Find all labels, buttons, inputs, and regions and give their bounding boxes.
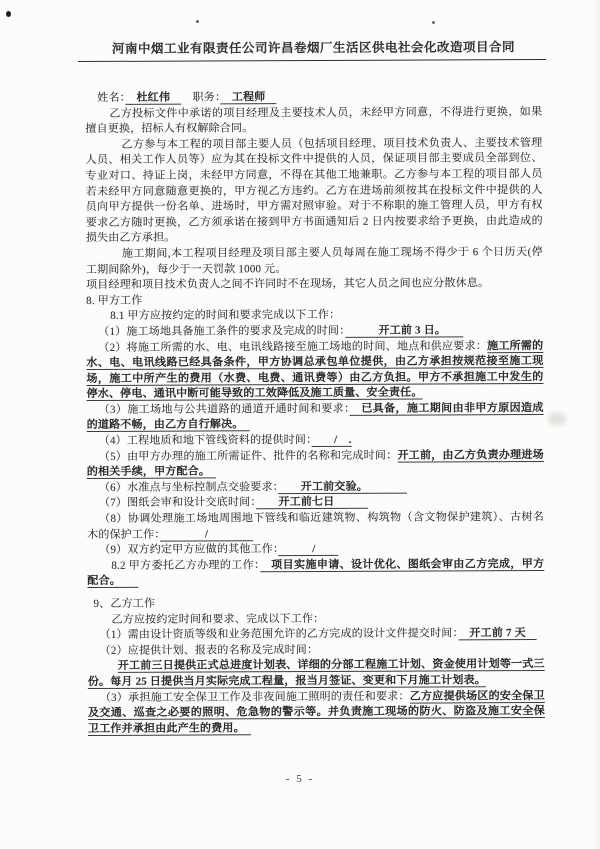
fill-in-value: / xyxy=(160,527,253,541)
text-run: （4）工程地质和地下管线资料的提供时间： xyxy=(98,434,312,448)
text-run: 职务： xyxy=(181,91,221,104)
clause-item xyxy=(86,339,543,403)
scan-speck xyxy=(6,11,11,17)
fill-in-value: / . xyxy=(311,433,352,447)
text-run: 乙方投标文件中承诺的项目经理及主要技术人员，未经甲方同意，不得进行更换，如果擅自更换，招标人有权解除合同。 xyxy=(85,105,543,136)
text-run: 8. 甲方工作 xyxy=(86,294,143,307)
clause-paragraph xyxy=(86,245,543,278)
clause-item xyxy=(87,448,544,481)
text-run: （1）施工场地具备施工条件的要求及完成的时间： xyxy=(98,324,345,338)
text-run: 项目经理和项目技术负责人之间不许同时不在现场，其它人员之间也应分散休息。 xyxy=(86,277,490,292)
fill-in-value: 杜红伟 xyxy=(125,91,182,104)
fill-in-value: 开工前三日提供正式总进度计划表、详细的分部工程施工计划、资金使用计划等一式三份。每月 25 日提供当月实际完成工程量，报当月签证、变更和下月施工计划表。 xyxy=(87,658,545,688)
text-run: 姓名： xyxy=(97,91,126,104)
text-run: （1）需由设计资质等级和业务范围允许的乙方完成的设计文件提交时间： xyxy=(99,627,459,642)
text-run: （9）双方约定甲方应做的其他工作： xyxy=(99,543,279,557)
text-run: （6）水准点与坐标控制点交验要求： xyxy=(98,481,279,494)
text-run: 8.1 甲方应按约定的时间和要求完成以下工作： xyxy=(110,309,341,323)
fill-in-value: 开工前 7 天 xyxy=(458,627,538,640)
fill-in-value: 工程师 xyxy=(220,91,277,104)
text-run: （2）应提供计划、报表的名称及完成时间： xyxy=(99,643,319,657)
scan-speck xyxy=(196,20,199,23)
header-rule xyxy=(78,59,546,62)
clause-item xyxy=(87,510,544,543)
document-body xyxy=(85,89,545,737)
scan-speck xyxy=(432,21,435,24)
clause-item xyxy=(87,401,544,434)
page-number: - 5 - xyxy=(285,773,315,785)
fill-in-value: 项目实施申请、设计优化、图纸会审由乙方完成，甲方配合。 xyxy=(87,557,545,588)
fill-in-value: 乙方应提供场区的安全保卫及交通、巡查之必要的照明、危急物的警示等。并负责施工现场的防火、防盗及施工安全保卫工作并承担由此产生的费用。 xyxy=(87,689,545,735)
text-run: （2）将施工所需的水、电、电讯线路接至施工场地的时间、地点和供应要求： xyxy=(98,339,488,354)
text-run: （3）施工场地与公共道路的通道开通时间和要求： xyxy=(98,402,350,416)
clause-paragraph xyxy=(85,105,542,138)
text-run: 乙方应按约定时间和要求、完成以下工作： xyxy=(111,612,325,626)
fill-in-value: 开工前 3 日。 xyxy=(344,324,464,337)
fill-in-value: 开工前交验。 xyxy=(278,480,408,494)
text-run: 乙方参与本工程的项目部主要人员（包括项目经理、项目技术负责人、主要技术管理人员、相关工作人员等）应为其在投标文件中提供的人员，保证项目部主要成员全部到位、专业对口、持证上岗，未经甲方同意，不得在其他工地兼职。乙方参与本工程的项目部人员若未经甲方同意随意更换的，甲方视乙方违约。乙方在进场前须按其在投标文件中提供的人员向甲方提供一份名单、进场时，甲方需对照审验。对于不称职的施工管理人员，甲方有权要求乙方随时更换，乙方须承诺在接到甲方书面通知后 2 日内按要求给予更换，由此造成的损失由乙方承担。 xyxy=(85,136,543,245)
clause-paragraph xyxy=(86,276,543,294)
fill-in-value: 施工所需的水、电、电讯线路已经具备条件，甲方协调总承包单位提供，由乙方承担按规范接至施工现场，施工中所产生的费用（水费、电费、通讯费等）由乙方负担。甲方不承担施工中发生的停水、停电、通讯中断可能导致的工效降低及施工质量、安全责任。 xyxy=(86,339,544,401)
contract-header-title: 河南中烟工业有限责任公司许昌卷烟厂生活区供电社会化改造项目合同 xyxy=(111,40,516,56)
page-content xyxy=(85,37,545,737)
text-run: 8.2 甲方委托乙方办理的工作： xyxy=(111,559,260,572)
clause-paragraph xyxy=(85,136,542,247)
text-run: （5）由甲方办理的施工所需证件、批件的名称和完成时间： xyxy=(98,449,398,463)
fill-in-value: / xyxy=(278,543,338,556)
clause-item xyxy=(88,626,545,644)
text-run: 施工期间,本工程项目经理及项目部主要人员每周在施工现场不得少于 6 个日历天(停工期间除外)，每少于一天罚款 1000 元。 xyxy=(85,245,543,276)
sub-heading xyxy=(87,557,544,590)
scan-edge-shadow xyxy=(590,0,600,849)
fill-in-value: 开工前，由乙方负责办理进场的相关手续，甲方配合。 xyxy=(86,448,544,479)
text-run: （7）图纸会审和设计交底时间： xyxy=(99,496,257,510)
clause-fill-paragraph xyxy=(88,657,545,690)
text-run: （3）承担施工安全保卫工作及非夜间施工照明的责任和要求： xyxy=(99,690,410,704)
clause-item xyxy=(88,689,545,738)
fill-in-value: 已具备，施工期间由非甲方原因造成的道路不畅，由乙方自行解决。 xyxy=(86,401,544,432)
text-run: （8）协调处理施工场地周围地下管线和临近建筑物、构筑物（含文物保护建筑）、古树名木的保护工作： xyxy=(87,511,545,541)
fill-in-value: 开工前七日 xyxy=(256,496,369,509)
scan-smudge xyxy=(548,412,566,426)
text-run: 9、乙方工作 xyxy=(93,597,156,610)
